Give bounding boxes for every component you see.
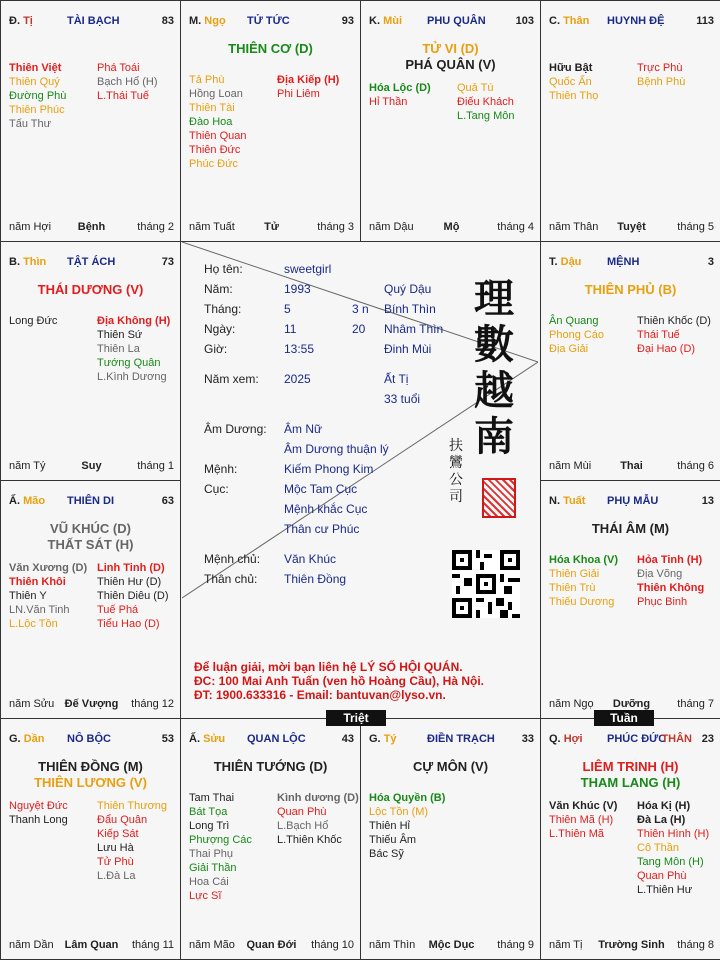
palace-footer: năm Sửu Đế Vượng tháng 12 — [9, 698, 174, 710]
main-star: THÁI DƯƠNG (V) — [37, 282, 144, 297]
life-stage: Suy — [81, 460, 102, 472]
branch-label: Sửu — [203, 733, 226, 745]
minor-star: Thiên Quý — [9, 76, 60, 88]
minor-star: Tuế Phá — [97, 604, 139, 616]
minor-star: Tiểu Hao (D) — [97, 618, 160, 630]
minor-stars-left — [189, 791, 252, 903]
minor-star: L.Thái Tuế — [97, 90, 149, 102]
palace-age: 23 — [701, 733, 714, 745]
minor-star: Phi Liêm — [277, 88, 320, 100]
minor-star: L.Kình Dương — [97, 371, 167, 383]
minor-star: Thiếu Dương — [549, 596, 615, 608]
minor-star: Thiên Hình (H) — [637, 828, 710, 840]
minor-star: Thiên Trù — [549, 582, 596, 594]
minor-star: Nguyệt Đức — [9, 800, 68, 812]
palace-footer: năm Mùi Thai tháng 6 — [549, 460, 714, 472]
minor-star: Thái Tuế — [637, 329, 680, 341]
info-year-row: Năm: 1993 Quý Dậu — [204, 282, 432, 296]
life-stage: Thai — [620, 460, 643, 472]
tuan-marker: Tuần — [594, 710, 654, 726]
minor-star: Bác Sỹ — [369, 848, 404, 860]
minor-star: Địa Không (H) — [97, 315, 171, 327]
palace-age: 93 — [341, 15, 354, 27]
info-amduong-row: Âm Dương: Âm Nữ — [204, 422, 323, 436]
palace-than[interactable] — [540, 0, 720, 242]
minor-star: Văn Khúc (V) — [549, 800, 618, 812]
minor-star: Phượng Các — [189, 834, 252, 846]
minor-star: Hữu Bật — [549, 62, 593, 74]
palace-footer: năm Hợi Bệnh tháng 2 — [9, 221, 174, 233]
palace-name: QUAN LỘC — [247, 733, 306, 745]
center-info-panel: Họ tên: sweetgirl Năm: 1993 Quý Dậu Tháng: 5 3 n Bính Thìn Ngày: 11 20 Nhâm Thìn Giờ: 13:55 Đinh Mùi Năm xem: 2025 Ất Tị 33 tuổi Âm Dương: Âm Nữ Âm Dương thuận lý Mệnh: Kiếm Phong Kim Cục: Mộc Tam Cục Mệnh khắc Cục Thân cư Phúc Mệnh chủ: Văn Khúc Thân chủ: Thiên Đồng 理 數 越 南 扶 鸞 公 司 Để luận giải, mời bạn liên hệ LÝ SỐ HỘI QUÁN. ĐC: 100 Mai Anh Tuấn (ven hồ Hoàng Cầu), Hà Nội. ĐT: 1900.633316 - Email: bantuvan@lyso.vn. — [182, 242, 538, 718]
minor-stars-left — [549, 553, 618, 609]
minor-star: Hồng Loan — [189, 88, 243, 100]
palace-age: 103 — [515, 15, 534, 27]
branch-label: Tị — [23, 15, 33, 27]
minor-star: Địa Kiếp (H) — [277, 74, 340, 86]
minor-star: Ân Quang — [549, 315, 599, 327]
minor-star: Thiên Sứ — [97, 329, 143, 341]
main-star: CỰ MÔN (V) — [412, 759, 489, 774]
minor-star: Đà La (H) — [637, 814, 686, 826]
life-stage: Lâm Quan — [64, 939, 119, 951]
main-star: THẤT SÁT (H) — [47, 537, 134, 552]
minor-star: Hỏa Tinh (H) — [637, 554, 703, 566]
palace-name: THIÊN DI — [67, 495, 115, 507]
main-star: THIÊN ĐỒNG (M) — [38, 759, 143, 774]
info-age-row: 33 tuổi — [384, 392, 421, 406]
info-name-row: Họ tên: sweetgirl — [204, 262, 332, 276]
minor-star: Thiên Không — [637, 582, 705, 594]
minor-star: L.Đà La — [97, 870, 136, 882]
minor-stars-right — [457, 81, 514, 123]
branch-label: Mùi — [383, 15, 403, 27]
minor-star: Thiên Thương — [97, 800, 168, 812]
info-thanchu-row: Thân chủ: Thiên Đồng — [204, 572, 347, 586]
palace-hoi[interactable] — [540, 718, 720, 960]
minor-stars-right — [637, 799, 709, 897]
palace-name: TẬT ÁCH — [67, 256, 116, 268]
info-day-row: Ngày: 11 20 Nhâm Thìn — [204, 322, 444, 336]
palace-ty[interactable] — [360, 718, 541, 960]
minor-star: Hỉ Thần — [369, 96, 408, 108]
palace-name: PHÚC ĐỨC — [607, 733, 667, 745]
minor-star: Thiên Tài — [189, 102, 235, 114]
minor-star: Kình dương (D) — [277, 792, 359, 804]
minor-star: Thiên Mã (H) — [549, 814, 614, 826]
contact-info: Để luận giải, mời bạn liên hệ LÝ SỐ HỘI QUÁN. ĐC: 100 Mai Anh Tuấn (ven hồ Hoàng Cầu), Hà Nội. ĐT: 1900.633316 - Email: bantuvan@lyso.vn. — [194, 660, 485, 702]
palace-footer: năm Ngọ Dưỡng tháng 7 — [549, 698, 714, 710]
palace-mui[interactable] — [360, 0, 541, 242]
palace-name: ĐIỀN TRẠCH — [427, 733, 495, 745]
main-star: VŨ KHÚC (D) — [50, 521, 131, 536]
minor-star: Phong Cáo — [549, 329, 605, 341]
minor-star: Kiếp Sát — [97, 828, 139, 840]
minor-star: Hoa Cái — [189, 876, 229, 888]
minor-star: L.Thiên Mã — [549, 828, 605, 840]
palace-footer: năm Tuất Tử tháng 3 — [189, 221, 354, 233]
life-stage: Mộ — [443, 221, 460, 233]
minor-stars-right — [97, 561, 169, 631]
palace-age: 33 — [521, 733, 534, 745]
minor-star: Thiên Hỉ — [369, 820, 410, 832]
minor-star: Thiên Thọ — [549, 90, 599, 102]
minor-star: Hóa Khoa (V) — [549, 554, 619, 566]
palace-age: 43 — [341, 733, 354, 745]
minor-star: Thanh Long — [9, 814, 68, 826]
minor-star: Thiên Khốc (D) — [637, 315, 711, 327]
main-star: PHÁ QUÂN (V) — [405, 57, 496, 72]
minor-stars-left — [549, 314, 604, 356]
branch-label: Ngọ — [204, 15, 226, 27]
main-star: THIÊN CƠ (D) — [228, 41, 313, 56]
minor-star: Lộc Tồn (M) — [369, 806, 429, 818]
minor-star: Thiên Y — [9, 590, 47, 602]
palace-age: 113 — [696, 15, 714, 27]
main-star: LIÊM TRINH (H) — [582, 759, 679, 774]
minor-star: Thiên Diêu (D) — [97, 590, 169, 602]
minor-stars-right — [97, 314, 170, 384]
minor-star: Bệnh Phù — [637, 76, 686, 88]
palace-footer: năm Thìn Mộc Dục tháng 9 — [369, 939, 534, 951]
minor-star: Quốc Ấn — [549, 76, 592, 88]
minor-stars-right — [277, 791, 359, 847]
minor-stars-left — [9, 799, 68, 827]
info-view-row: Năm xem: 2025 Ất Tị — [204, 372, 409, 386]
branch-label: Hợi — [563, 733, 583, 745]
palace-header: G. Tý ĐIỀN TRẠCH 33 — [369, 733, 534, 745]
info-hour-row: Giờ: 13:55 Đinh Mùi — [204, 342, 432, 356]
palace-age: 73 — [161, 256, 174, 268]
minor-stars-left — [549, 799, 617, 841]
minor-stars-left — [9, 561, 87, 631]
minor-star: Thai Phụ — [189, 848, 234, 860]
minor-star: Hóa Lộc (D) — [369, 82, 431, 94]
minor-star: Linh Tinh (D) — [97, 562, 165, 574]
qr-code — [452, 550, 520, 618]
minor-star: Long Trì — [189, 820, 230, 832]
life-stage: Dưỡng — [612, 698, 651, 710]
minor-star: Long Đức — [9, 315, 58, 327]
minor-star: L.Lộc Tồn — [9, 618, 58, 630]
life-stage: Tử — [264, 221, 279, 233]
life-stage: Trường Sinh — [598, 939, 665, 951]
minor-star: Phúc Đức — [189, 158, 238, 170]
minor-star: Thiên Phúc — [9, 104, 65, 116]
minor-star: Điếu Khách — [457, 96, 514, 108]
minor-star: Thiên Quan — [189, 130, 247, 142]
palace-header: G. Dần NÔ BỘC 53 — [9, 733, 174, 745]
minor-stars-left — [369, 791, 445, 861]
info-menh-row: Mệnh: Kiếm Phong Kim — [204, 462, 374, 476]
main-star: THAM LANG (H) — [580, 775, 681, 790]
palace-mao[interactable] — [0, 480, 181, 719]
minor-star: Thiên Khôi — [9, 576, 66, 588]
palace-name: TỬ TỨC — [247, 15, 290, 27]
palace-header: Ấ. Mão THIÊN DI 63 — [9, 495, 174, 507]
main-star: THÁI ÂM (M) — [591, 521, 670, 536]
seal-text: 扶 鸞 公 司 — [449, 438, 463, 505]
minor-star: Thiên Hư (D) — [97, 576, 162, 588]
palace-footer: năm Thân Tuyệt tháng 5 — [549, 221, 714, 233]
minor-star: Thiên La — [97, 343, 140, 355]
life-stage: Tuyệt — [617, 221, 646, 233]
palace-header: Q. Hợi PHÚC ĐỨC THÂN 23 — [549, 733, 714, 745]
minor-star: Lưu Hà — [97, 842, 134, 854]
palace-footer: năm Tý Suy tháng 1 — [9, 460, 174, 472]
palace-footer: năm Dậu Mộ tháng 4 — [369, 221, 534, 233]
minor-star: Lực Sĩ — [189, 890, 222, 902]
life-stage: Quan Đới — [246, 939, 297, 951]
minor-star: Tang Môn (H) — [637, 856, 704, 868]
palace-header: T. Dậu MỆNH 3 — [549, 256, 714, 268]
branch-label: Thìn — [23, 256, 47, 268]
minor-star: Địa Giải — [549, 343, 589, 355]
minor-star: Phục Binh — [637, 596, 688, 608]
palace-age: 63 — [161, 495, 174, 507]
minor-stars-right — [277, 73, 339, 101]
minor-star: Quan Phù — [637, 870, 687, 882]
palace-name: PHU QUÂN — [427, 15, 486, 27]
minor-star: Hóa Quyền (B) — [369, 792, 446, 804]
palace-age: 3 — [707, 256, 714, 268]
minor-star: Tam Thai — [189, 792, 235, 804]
branch-label: Dậu — [560, 256, 582, 268]
palace-suu[interactable] — [180, 718, 361, 960]
minor-star: Thiên Đức — [189, 144, 241, 156]
minor-star: Thiếu Âm — [369, 834, 417, 846]
palace-name: NÔ BỘC — [67, 733, 111, 745]
minor-star: Thiên Giải — [549, 568, 600, 580]
life-stage: Đế Vượng — [64, 698, 119, 710]
minor-star: Tấu Thư — [9, 118, 52, 130]
main-star: THIÊN TƯỚNG (D) — [213, 759, 328, 774]
triet-marker: Triệt — [326, 710, 386, 726]
minor-star: Bát Tọa — [189, 806, 228, 818]
minor-star: Quan Phù — [277, 806, 327, 818]
minor-star: Đại Hao (D) — [637, 343, 696, 355]
minor-stars-right — [637, 61, 685, 89]
calligraphy-logo: 理 數 越 南 — [474, 275, 514, 460]
minor-star: Đào Hoa — [189, 116, 233, 128]
name-value: sweetgirl — [284, 262, 332, 276]
palace-name: HUYNH ĐỆ — [607, 15, 665, 27]
info-cuc-row: Cục: Mộc Tam Cục — [204, 482, 358, 496]
minor-stars-right — [637, 553, 704, 609]
palace-header: K. Mùi PHU QUÂN 103 — [369, 15, 534, 27]
minor-star: Đường Phù — [9, 90, 67, 102]
minor-stars-right — [97, 799, 167, 883]
minor-star: Trực Phù — [637, 62, 683, 74]
palace-thin[interactable] — [0, 241, 181, 481]
branch-label: Dần — [23, 733, 45, 745]
minor-star: L.Tang Môn — [457, 110, 515, 122]
minor-star: Văn Xương (D) — [9, 562, 88, 574]
palace-age: 53 — [161, 733, 174, 745]
minor-stars-right — [97, 61, 158, 103]
body-marker: THÂN — [661, 733, 692, 745]
minor-stars-left — [9, 61, 66, 131]
minor-stars-left — [549, 61, 598, 103]
minor-star: Giải Thần — [189, 862, 237, 874]
life-stage: Bệnh — [77, 221, 106, 233]
palace-tuat[interactable] — [540, 480, 720, 719]
palace-name: PHỤ MẪU — [607, 495, 659, 507]
minor-star: Đẩu Quân — [97, 814, 148, 826]
minor-star: LN.Văn Tinh — [9, 604, 70, 616]
minor-star: L.Thiên Khốc — [277, 834, 342, 846]
palace-header: Ấ. Sửu QUAN LỘC 43 — [189, 733, 354, 745]
palace-header: N. Tuất PHỤ MẪU 13 — [549, 495, 714, 507]
minor-stars-right — [637, 314, 711, 356]
palace-dan[interactable] — [0, 718, 181, 960]
palace-header: M. Ngọ TỬ TỨC 93 — [189, 15, 354, 27]
minor-star: Quả Tú — [457, 82, 494, 94]
palace-footer: năm Mão Quan Đới tháng 10 — [189, 939, 354, 951]
minor-stars-left — [189, 73, 246, 171]
minor-star: Tả Phù — [189, 74, 225, 86]
minor-star: Phá Toái — [97, 62, 140, 74]
minor-star: Tử Phù — [97, 856, 134, 868]
minor-stars-left — [9, 314, 57, 328]
branch-label: Mão — [23, 495, 46, 507]
minor-star: Bạch Hổ (H) — [97, 76, 158, 88]
branch-label: Thân — [563, 15, 590, 27]
info-month-row: Tháng: 5 3 n Bính Thìn — [204, 302, 436, 316]
minor-star: Cô Thần — [637, 842, 679, 854]
palace-footer: năm Tị Trường Sinh tháng 8 — [549, 939, 714, 951]
minor-stars-left — [369, 81, 431, 109]
palace-age: 13 — [701, 495, 714, 507]
life-stage: Mộc Dục — [428, 939, 475, 951]
palace-header: Đ. Tị TÀI BẠCH 83 — [9, 15, 174, 27]
palace-age: 83 — [161, 15, 174, 27]
main-star: TỬ VI (D) — [422, 41, 479, 56]
palace-footer: năm Dần Lâm Quan tháng 11 — [9, 939, 174, 951]
branch-label: Tý — [383, 733, 397, 745]
red-seal — [482, 478, 516, 518]
branch-label: Tuất — [563, 495, 586, 507]
minor-star: Hóa Kị (H) — [637, 800, 691, 812]
palace-name: MỆNH — [607, 256, 640, 268]
minor-star: L.Thiên Hư — [637, 884, 693, 896]
info-menhchu-row: Mệnh chủ: Văn Khúc — [204, 552, 337, 566]
palace-dau[interactable] — [540, 241, 720, 481]
palace-header: C. Thân HUYNH ĐỆ 113 — [549, 15, 714, 27]
palace-header: B. Thìn TẬT ÁCH 73 — [9, 256, 174, 268]
palace-name: TÀI BẠCH — [67, 15, 120, 27]
minor-star: Thiên Việt — [9, 62, 62, 74]
main-star: THIÊN PHỦ (B) — [584, 282, 677, 297]
minor-star: Tướng Quân — [97, 357, 161, 369]
palace-ti[interactable] — [0, 0, 181, 242]
main-star: THIÊN LƯƠNG (V) — [34, 775, 147, 790]
minor-star: L.Bạch Hổ — [277, 820, 329, 832]
palace-ngo[interactable] — [180, 0, 361, 242]
minor-star: Địa Võng — [637, 568, 683, 580]
